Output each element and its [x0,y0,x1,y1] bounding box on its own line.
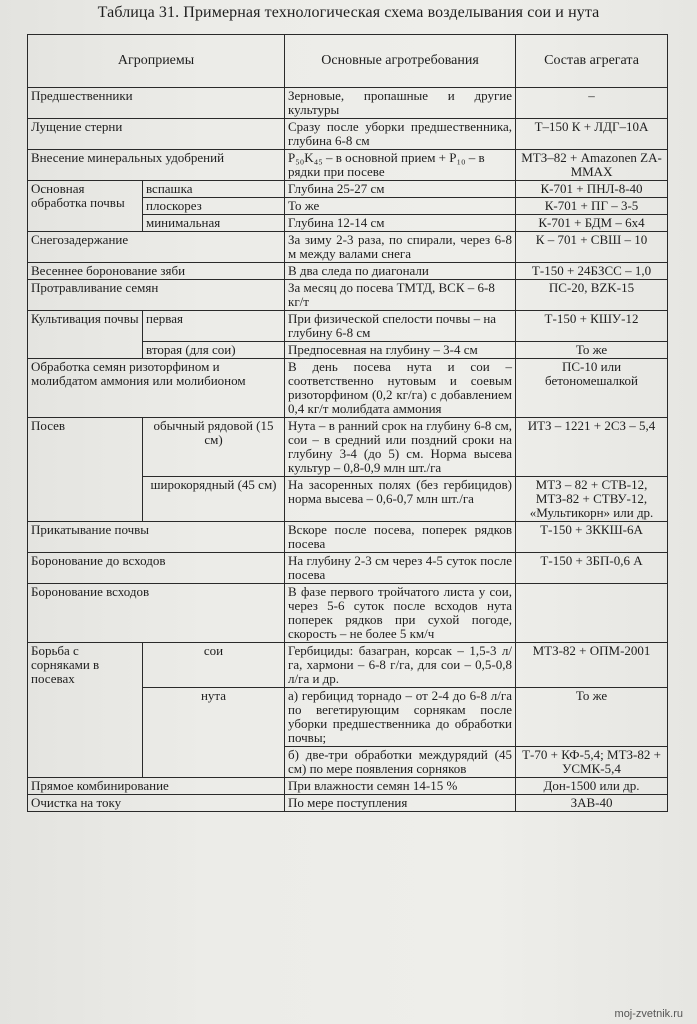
table-row [28,778,668,795]
practice-cell: Протравливание семян [28,280,285,311]
subpractice-cell: нута [143,688,285,778]
practice-cell: Лущение стерни [28,119,285,150]
unit-cell: МТЗ – 82 + СТВ-12, МТЗ-82 + СТВУ-12, «Мультикорн» или др. [516,477,668,522]
unit-cell: Т-150 + 3ККШ-6А [516,522,668,553]
unit-cell: К-701 + ПГ – 3-5 [516,198,668,215]
requirement-cell: а) гербицид торнадо – от 2-4 до 6-8 л/га по вегетирующим сорнякам после уборки предшественника до обработки почвы; [285,688,516,747]
unit-cell: Т-150 + 3БП-0,6 А [516,553,668,584]
practice-cell: Культивация почвы [28,311,143,359]
unit-cell: – [516,88,668,119]
subpractice-cell: обычный рядовой (15 см) [143,418,285,477]
table-row [28,232,668,263]
requirement-cell: Предпосевная на глубину – 3-4 см [285,342,516,359]
requirement-cell: В день посева нута и сои – соответственно нутовым и соевым ризоторфином (0,2 кг/га) с добавлением 0,4 кг/т молибдата аммония [285,359,516,418]
practice-cell: Боронование до всходов [28,553,285,584]
requirement-cell: P₅₀K₄₅ – в основной прием + P₁₀ – в рядки при посеве [285,150,516,181]
unit-cell: Дон-1500 или др. [516,778,668,795]
requirement-cell: Зерновые, пропашные и другие культуры [285,88,516,119]
requirement-cell: В фазе первого тройчатого листа у сои, через 5-6 суток после всходов нута поперек рядков при сухой погоде, скорость – не более 5 км/ч [285,584,516,643]
unit-cell: ПС-20, BZK-15 [516,280,668,311]
unit-cell: МТЗ-82 + ОПМ-2001 [516,643,668,688]
practice-cell: Боронование всходов [28,584,285,643]
unit-cell: МТЗ–82 + Amazonen ZA-MMAX [516,150,668,181]
site-watermark: moj-zvetnik.ru [614,1008,683,1020]
table-row [28,181,668,198]
requirement-cell: Вскоре после посева, поперек рядков посева [285,522,516,553]
unit-cell [516,584,668,643]
table-row [28,359,668,418]
practice-cell: Весеннее боронование зяби [28,263,285,280]
subpractice-cell: вспашка [143,181,285,198]
practice-cell: Основная обработка почвы [28,181,143,232]
requirement-cell: При влажности семян 14-15 % [285,778,516,795]
unit-cell: Т-150 + 24БЗСС – 1,0 [516,263,668,280]
requirement-cell: В два следа по диагонали [285,263,516,280]
unit-cell: Т-150 + КШУ-12 [516,311,668,342]
practice-cell: Посев [28,418,143,522]
table-row [28,263,668,280]
table-row [28,311,668,342]
unit-cell: ЗАВ-40 [516,795,668,812]
requirement-cell: По мере поступления [285,795,516,812]
requirement-cell: Глубина 25-27 см [285,181,516,198]
unit-cell: Т-70 + КФ-5,4; МТЗ-82 + УСМК-5,4 [516,747,668,778]
practice-cell: Прикатывание почвы [28,522,285,553]
table-row [28,150,668,181]
table-row [28,119,668,150]
header-unit: Состав агрегата [516,35,668,88]
subpractice-cell: первая [143,311,285,342]
subpractice-cell: минимальная [143,215,285,232]
requirement-cell: На засоренных полях (без гербицидов) норма высева – 0,6-0,7 млн шт./га [285,477,516,522]
requirement-cell: Нута – в ранний срок на глубину 6-8 см, сои – в средний или поздний сроки на глубину 3-4 (до 5) см. Норма высева культур – 0,8-0,9 млн шт./га [285,418,516,477]
table-row [28,88,668,119]
table-row [28,522,668,553]
table-row [28,418,668,477]
unit-cell: К-701 + БДМ – 6х4 [516,215,668,232]
unit-cell: То же [516,688,668,747]
table-title: Таблица 31. Примерная технологическая схема возделывания сои и нута [97,4,600,21]
technology-table [27,34,668,812]
requirement-cell: То же [285,198,516,215]
requirement-cell: На глубину 2-3 см через 4-5 суток после посева [285,553,516,584]
unit-cell: ПС-10 или бетономешалкой [516,359,668,418]
requirement-cell: За месяц до посева ТМТД, ВСК – 6-8 кг/т [285,280,516,311]
practice-cell: Внесение минеральных удобрений [28,150,285,181]
practice-cell: Снегозадержание [28,232,285,263]
unit-cell: Т–150 К + ЛДГ–10А [516,119,668,150]
requirement-cell: Сразу после уборки предшественника, глубина 6-8 см [285,119,516,150]
table-row [28,795,668,812]
table-row [28,553,668,584]
header-requirements: Основные агротребования [285,35,516,88]
table-row [28,280,668,311]
requirement-cell: б) две-три обработки междурядий (45 см) по мере появления сорняков [285,747,516,778]
practice-cell: Борьба с сорняками в посевах [28,643,143,778]
header-practices: Агроприемы [28,35,285,88]
requirement-cell: За зиму 2-3 раза, по спирали, через 6-8 м между валами снега [285,232,516,263]
table-row [28,584,668,643]
practice-cell: Очистка на току [28,795,285,812]
subpractice-cell: плоскорез [143,198,285,215]
practice-cell: Обработка семян ризоторфином и молибдатом аммония или молибионом [28,359,285,418]
subpractice-cell: широкорядный (45 см) [143,477,285,522]
unit-cell: К-701 + ПНЛ-8-40 [516,181,668,198]
unit-cell: То же [516,342,668,359]
practice-cell: Предшественники [28,88,285,119]
unit-cell: ИТЗ – 1221 + 2СЗ – 5,4 [516,418,668,477]
unit-cell: К – 701 + СВШ – 10 [516,232,668,263]
requirement-cell: Гербициды: базагран, корсак – 1,5-3 л/га, хармони – 6-8 г/га, для сои – 0,5-0,8 л/га и др. [285,643,516,688]
subpractice-cell: вторая (для сои) [143,342,285,359]
requirement-cell: При физической спелости почвы – на глубину 6-8 см [285,311,516,342]
table-header-row [28,35,668,88]
table-row [28,643,668,688]
subpractice-cell: сои [143,643,285,688]
requirement-cell: Глубина 12-14 см [285,215,516,232]
practice-cell: Прямое комбинирование [28,778,285,795]
